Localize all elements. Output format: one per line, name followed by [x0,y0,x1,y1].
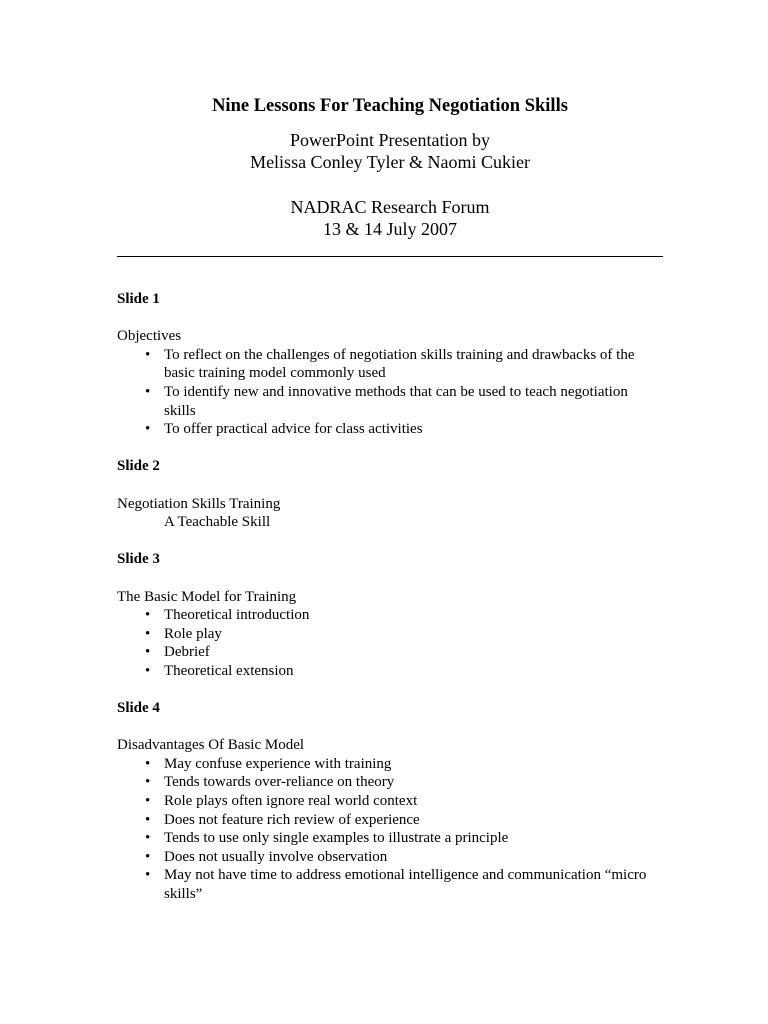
slide-subtitle: A Teachable Skill [164,514,271,531]
authors-line: Melissa Conley Tyler & Naomi Cukier [250,152,530,172]
presentation-line: PowerPoint Presentation by [290,130,490,150]
slide-section-3 [117,550,663,680]
bullet-icon: • [145,383,151,400]
list-item [117,773,663,792]
slide-heading: Slide 3 [117,551,160,568]
bullet-list [117,755,663,904]
bullet-icon: • [145,421,151,438]
bullet-icon: • [145,607,151,624]
list-item-text: May not have time to address emotional intelligence and communication “micro skills” [164,867,647,902]
list-item-text: Does not usually involve observation [164,848,388,865]
list-item [117,792,663,811]
list-item [117,755,663,774]
bullet-icon: • [145,755,151,772]
list-item-text: Role plays often ignore real world context [164,793,418,810]
slide-section-4 [117,699,663,904]
list-item [117,606,663,625]
list-item [117,420,663,439]
list-item-text: Debrief [164,644,210,661]
slide-intro: The Basic Model for Training [117,588,297,605]
list-item-text: Does not feature rich review of experience [164,811,420,828]
list-item [117,346,663,383]
bullet-icon: • [145,830,151,847]
slide-section-2 [117,457,663,531]
bullet-icon: • [145,848,151,865]
slide-intro: Negotiation Skills Training [117,495,281,512]
slide-heading: Slide 2 [117,458,160,475]
slide-heading: Slide 1 [117,291,160,307]
bullet-icon: • [145,662,151,679]
list-item-text: To offer practical advice for class activities [164,421,423,438]
list-item [117,625,663,644]
list-item [117,383,663,420]
slide-section-1 [117,290,663,439]
list-item-text: Role play [164,625,222,642]
event-name: NADRAC Research Forum [290,197,490,217]
list-item [117,848,663,867]
bullet-icon: • [145,644,151,661]
document-body [117,290,663,922]
list-item [117,811,663,830]
slide-heading: Slide 4 [117,700,160,717]
list-item [117,829,663,848]
event-date: 13 & 14 July 2007 [322,219,457,239]
bullet-list [117,346,663,439]
list-item-text: Tends to use only single examples to illustrate a principle [164,830,509,847]
slide-intro: Objectives [117,328,182,345]
bullet-icon: • [145,811,151,828]
list-item-text: May confuse experience with training [164,755,392,772]
list-item-text: Theoretical extension [164,662,294,679]
bullet-list [117,606,663,680]
list-item-text: To reflect on the challenges of negotiation skills training and drawbacks of the basic training model commonly used [164,346,635,382]
document-header [117,95,663,240]
bullet-icon: • [145,774,151,791]
bullet-icon: • [145,867,151,884]
list-item [117,662,663,681]
document-title: Nine Lessons For Teaching Negotiation Skills [212,96,568,116]
slide-intro: Disadvantages Of Basic Model [117,737,305,754]
header-divider [117,256,663,257]
bullet-icon: • [145,625,151,642]
list-item-text: Tends towards over-reliance on theory [164,774,395,791]
list-item [117,866,663,903]
list-item [117,643,663,662]
bullet-icon: • [145,793,151,810]
bullet-icon: • [145,346,151,363]
list-item-text: Theoretical introduction [164,607,310,624]
list-item-text: To identify new and innovative methods that can be used to teach negotiation skills [164,383,628,419]
